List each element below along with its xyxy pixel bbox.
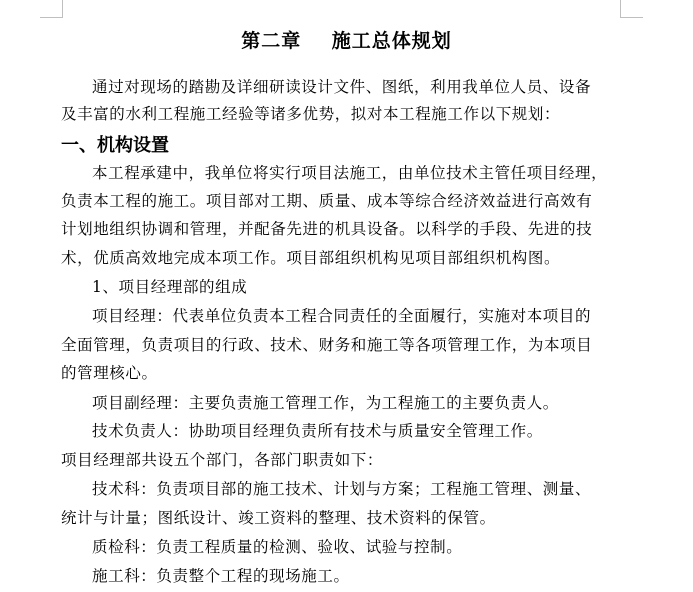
departments-intro-line: 项目经理部共设五个部门，各部门职责如下： [61,451,384,469]
section-para-line-1: 本工程承建中，我单位将实行项目法施工，由单位技术主管任项目经理， [92,164,608,182]
tech-dept-line-2: 统计与计量；图纸设计、竣工资料的整理、技术资料的保管。 [61,509,496,527]
section-para-line-3: 计划地组织协调和管理，并配备先进的机具设备。以科学的手段、先进的技 [61,220,593,238]
crop-mark-top-left [40,0,63,18]
section-para-line-4: 术，优质高效地完成本项工作。项目部组织机构见项目部组织机构图。 [61,249,561,267]
construction-dept-line: 施工科：负责整个工程的现场施工。 [92,567,350,585]
manager-para-line-3: 的管理核心。 [61,364,158,382]
manager-para-line-1: 项目经理：代表单位负责本工程合同责任的全面履行，实施对本项目的 [92,307,592,325]
intro-line-1: 通过对现场的踏勘及详细研读设计文件、图纸，利用我单位人员、设备 [92,78,592,96]
tech-lead-line: 技术负责人：协助项目经理负责所有技术与质量安全管理工作。 [92,422,543,440]
deputy-manager-line: 项目副经理：主要负责施工管理工作，为工程施工的主要负责人。 [92,394,559,412]
chapter-title: 第二章 施工总体规划 [241,30,452,52]
tech-dept-line-1: 技术科：负责项目部的施工技术、计划与方案；工程施工管理、测量、 [92,480,592,498]
crop-mark-top-right [620,0,643,18]
manager-para-line-2: 全面管理，负责项目的行政、技术、财务和施工等各项管理工作，为本项目 [61,336,593,354]
intro-line-2: 及丰富的水利工程施工经验等诸多优势，拟对本工程施工作以下规划： [61,105,561,123]
sub-heading: 1、项目经理部的组成 [92,278,248,296]
quality-dept-line: 质检科：负责工程质量的检测、验收、试验与控制。 [92,538,463,556]
section-heading: 一、机构设置 [61,135,169,156]
section-para-line-2: 负责本工程的施工。项目部对工期、质量、成本等综合经济效益进行高效有 [61,192,593,210]
